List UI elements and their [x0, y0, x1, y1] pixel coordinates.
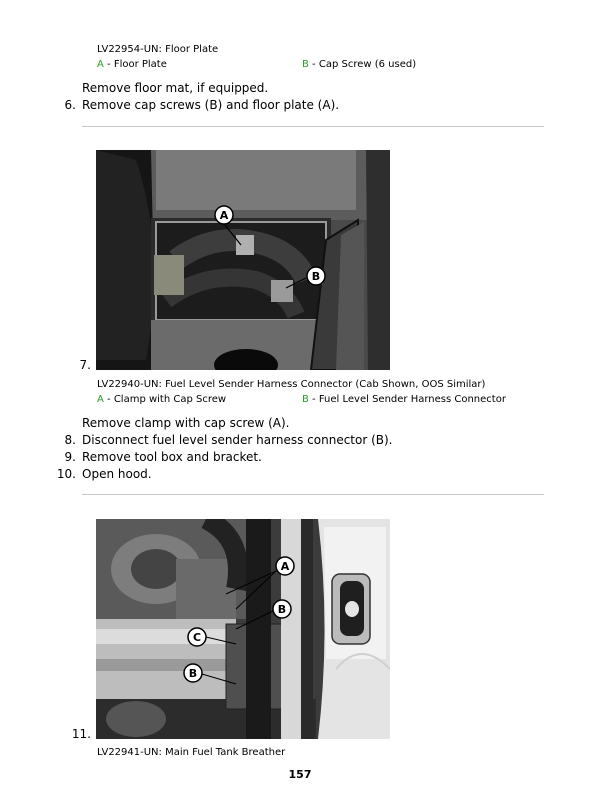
callout-letter: A [280, 560, 290, 573]
paragraph-remove-floor-mat: Remove floor mat, if equipped. [82, 81, 269, 95]
legend-text: Clamp with Cap Screw [113, 394, 227, 405]
callout-b [307, 267, 325, 285]
callout-letter: C [192, 631, 202, 644]
page-number: 157 [288, 768, 312, 781]
legend-letter: B [302, 59, 309, 70]
photo-illustration [96, 519, 390, 739]
legend-text: Cap Screw (6 used) [318, 59, 417, 70]
photo-fuel-level-sender-connector [96, 150, 390, 370]
step-number-7: 7. [79, 358, 91, 372]
step-text-9: Remove tool box and bracket. [82, 450, 262, 464]
step-text-10: Open hood. [82, 467, 152, 481]
figure-caption-floor-plate: LV22954-UN: Floor Plate [97, 44, 219, 55]
callout-letter: B [188, 667, 198, 680]
callout-letter: B [277, 603, 287, 616]
callout-a [276, 557, 294, 575]
paragraph-remove-clamp: Remove clamp with cap screw (A). [82, 416, 290, 430]
photo-illustration [96, 150, 390, 370]
step-number-11: 11. [71, 727, 91, 741]
callout-c [188, 628, 206, 646]
callout-b [273, 600, 291, 618]
callout-letter: B [311, 270, 321, 283]
callout-letter: A [219, 209, 229, 222]
step-number-8: 8. [64, 433, 76, 447]
figure-caption-fuel-level-sender: LV22940-UN: Fuel Level Sender Harness Connector (Cab Shown, OOS Similar) [97, 379, 486, 390]
legend-letter: A [97, 394, 104, 405]
figure-caption-fuel-tank-breather: LV22941-UN: Main Fuel Tank Breather [97, 747, 286, 758]
legend-text: Fuel Level Sender Harness Connector [318, 394, 506, 405]
step-text-8: Disconnect fuel level sender harness connector (B). [82, 433, 393, 447]
legend-text: Floor Plate [113, 59, 167, 70]
legend-letter: A [97, 59, 104, 70]
legend-letter: B [302, 394, 309, 405]
step-text-6: Remove cap screws (B) and floor plate (A). [82, 98, 340, 112]
callout-a [215, 206, 233, 224]
legend-item-a: A - Clamp with Cap Screw [97, 394, 227, 405]
legend-item-b: B - Cap Screw (6 used) [302, 59, 417, 70]
step-number-10: 10. [56, 467, 76, 481]
divider [82, 494, 544, 495]
legend-item-a: A - Floor Plate [97, 59, 167, 70]
step-number-6: 6. [64, 98, 76, 112]
legend-item-b: B - Fuel Level Sender Harness Connector [302, 394, 506, 405]
divider [82, 126, 544, 127]
callout-b-lower [184, 664, 202, 682]
step-number-9: 9. [64, 450, 76, 464]
photo-main-fuel-tank-breather [96, 519, 390, 739]
